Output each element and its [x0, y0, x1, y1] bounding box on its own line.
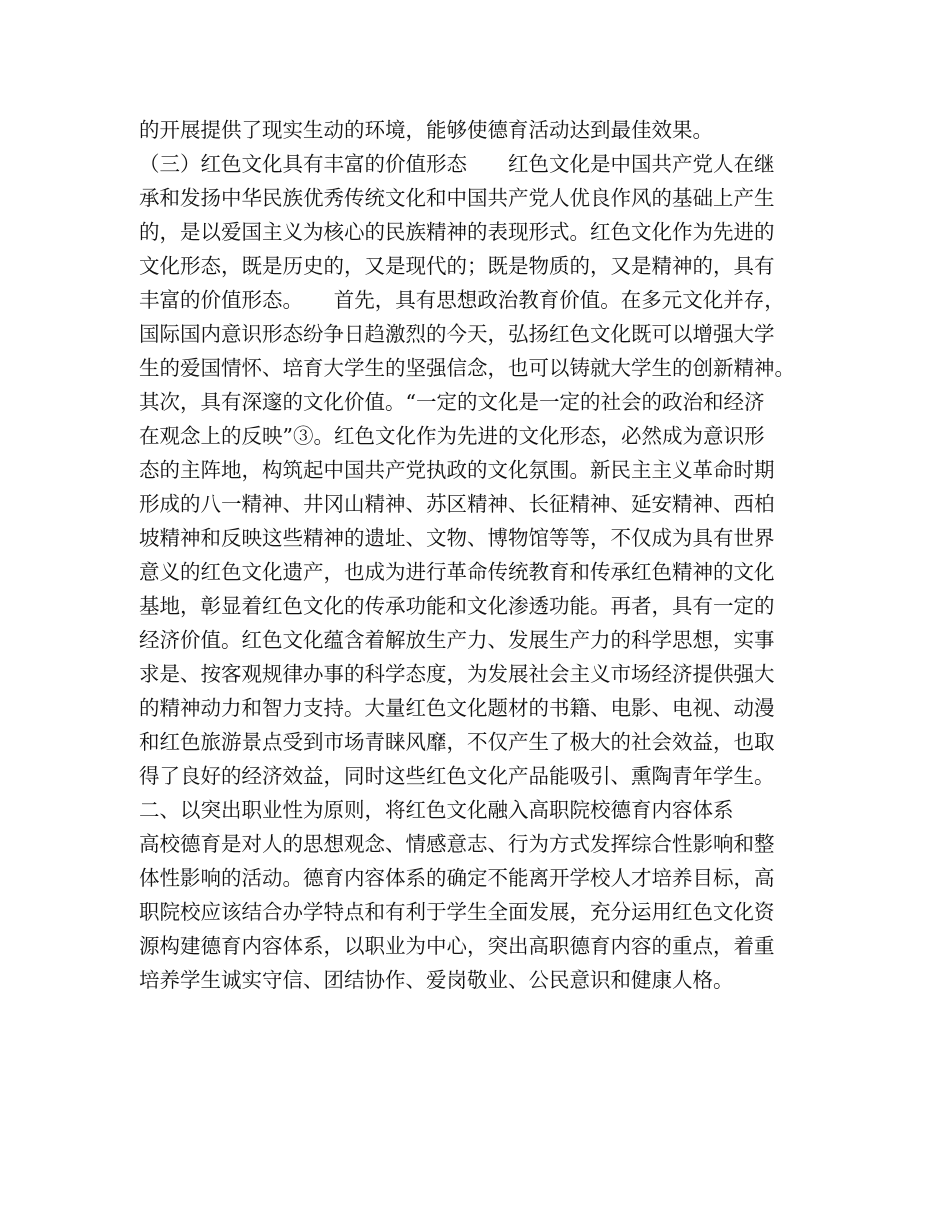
text-line: 体性影响的活动。德育内容体系的确定不能离开学校人才培养目标，高	[139, 866, 775, 890]
text-line: 文化形态，既是历史的，又是现代的；既是物质的，又是精神的，具有	[139, 254, 775, 278]
text-line: 培养学生诚实守信、团结协作、爱岗敬业、公民意识和健康人格。	[139, 968, 734, 992]
text-line: 承和发扬中华民族优秀传统文化和中国共产党人优良作风的基础上产生	[139, 186, 775, 210]
text-line: 职院校应该结合办学特点和有利于学生全面发展，充分运用红色文化资	[139, 900, 775, 924]
text-line: 其次，具有深邃的文化价值。“一定的文化是一定的社会的政治和经济	[139, 390, 765, 414]
text-line: 丰富的价值形态。 首先，具有思想政治教育价值。在多元文化并存，	[139, 288, 785, 312]
text-line: 高校德育是对人的思想观念、情感意志、行为方式发挥综合性影响和整	[139, 832, 775, 856]
text-line: 意义的红色文化遗产，也成为进行革命传统教育和传承红色精神的文化	[139, 560, 775, 584]
text-line: 和红色旅游景点受到市场青睐风靡，不仅产生了极大的社会效益，也取	[139, 730, 775, 754]
text-line: 的开展提供了现实生动的环境，能够使德育活动达到最佳效果。	[139, 118, 713, 142]
section-heading-line: （三）红色文化具有丰富的价值形态 红色文化是中国共产党人在继	[139, 152, 775, 176]
body-text	[139, 113, 839, 997]
text-line: 基地，彰显着红色文化的传承功能和文化渗透功能。再者，具有一定的	[139, 594, 775, 618]
text-line: 生的爱国情怀、培育大学生的坚强信念，也可以铸就大学生的创新精神。	[139, 356, 795, 380]
text-line: 的，是以爱国主义为核心的民族精神的表现形式。红色文化作为先进的	[139, 220, 775, 244]
text-line: 形成的八一精神、井冈山精神、苏区精神、长征精神、延安精神、西柏	[139, 492, 775, 516]
text-line: 在观念上的反映”③。红色文化作为先进的文化形态，必然成为意识形	[139, 424, 765, 448]
text-line: 得了良好的经济效益，同时这些红色文化产品能吸引、熏陶青年学生。	[139, 764, 775, 788]
text-line: 态的主阵地，构筑起中国共产党执政的文化氛围。新民主主义革命时期	[139, 458, 775, 482]
text-line: 经济价值。红色文化蕴含着解放生产力、发展生产力的科学思想，实事	[139, 628, 775, 652]
text-line: 源构建德育内容体系，以职业为中心，突出高职德育内容的重点，着重	[139, 934, 775, 958]
text-line: 坡精神和反映这些精神的遗址、文物、博物馆等等，不仅成为具有世界	[139, 526, 775, 550]
text-line: 国际国内意识形态纷争日趋激烈的今天，弘扬红色文化既可以增强大学	[139, 322, 775, 346]
section-heading-line: 二、以突出职业性为原则，将红色文化融入高职院校德育内容体系	[139, 798, 734, 822]
text-line: 的精神动力和智力支持。大量红色文化题材的书籍、电影、电视、动漫	[139, 696, 775, 720]
text-line: 求是、按客观规律办事的科学态度，为发展社会主义市场经济提供强大	[139, 662, 775, 686]
